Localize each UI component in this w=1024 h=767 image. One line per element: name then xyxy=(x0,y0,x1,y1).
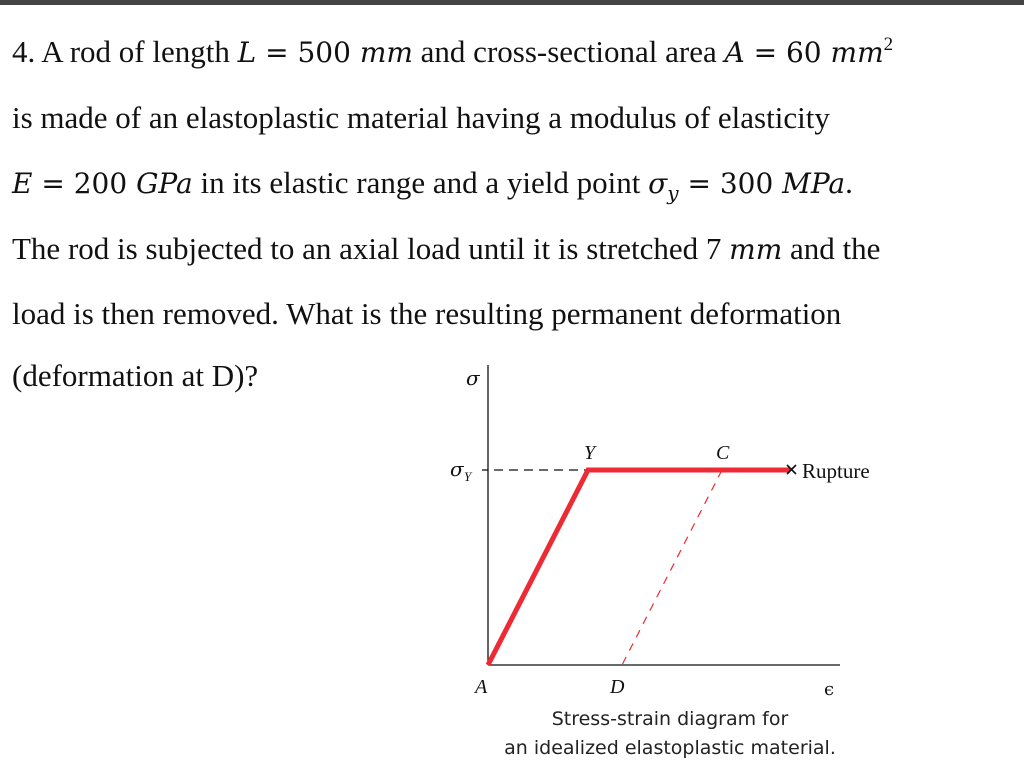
caption-line-1: Stress-strain diagram for xyxy=(551,708,789,730)
math-mm: mm xyxy=(359,36,413,69)
problem-line-4 xyxy=(12,229,880,270)
problem-line-5: load is then removed. What is the resulting permanent deformation xyxy=(12,296,842,331)
problem-line-6: (deformation at D)? xyxy=(12,358,259,393)
yield-stress-label-sub: Y xyxy=(464,469,472,484)
stress-strain-svg xyxy=(430,355,910,715)
problem-line-3 xyxy=(12,163,853,204)
math-A: A xyxy=(724,36,745,69)
unloading-line xyxy=(622,470,722,665)
math-GPa: GPa xyxy=(136,167,193,200)
top-border xyxy=(0,0,1024,5)
math-MPa: MPa xyxy=(782,167,846,200)
point-label-d: D xyxy=(610,676,625,698)
elastoplastic-curve xyxy=(488,470,790,665)
math-sigma: σ xyxy=(648,167,668,200)
text-segment: in its elastic range and a yield point xyxy=(192,165,649,200)
math-E: E xyxy=(12,167,33,200)
math-sigma-sub: y xyxy=(667,181,679,205)
text-segment: . xyxy=(845,165,853,200)
math-mm: mm xyxy=(729,233,783,266)
problem-line-2: is made of an elastoplastic material having a modulus of elasticity xyxy=(12,100,830,135)
math-equals-300: = 300 xyxy=(678,167,783,200)
math-equals-200: = 200 xyxy=(32,167,137,200)
math-L: L xyxy=(237,36,257,69)
math-equals-60: = 60 xyxy=(744,36,831,69)
point-label-y: Y xyxy=(584,442,596,464)
text-segment: and cross-sectional area xyxy=(412,34,725,69)
point-label-a: A xyxy=(475,676,488,698)
text-segment: The rod is subjected to an axial load until it is stretched 7 xyxy=(12,231,730,266)
text-segment: 4. A rod of length xyxy=(12,34,238,69)
math-mm2: mm xyxy=(830,36,884,69)
math-exponent: 2 xyxy=(883,34,894,55)
text-segment: and the xyxy=(782,231,881,266)
problem-line-1 xyxy=(12,32,893,73)
stress-strain-diagram xyxy=(430,355,910,767)
math-equals-500: = 500 xyxy=(256,36,360,69)
point-label-c: C xyxy=(716,442,730,464)
y-axis-label: σ xyxy=(466,366,480,390)
yield-stress-label: σ xyxy=(450,457,464,481)
caption-line-2: an idealized elastoplastic material. xyxy=(504,737,836,759)
x-axis-label: ϵ xyxy=(824,679,835,700)
rupture-label: Rupture xyxy=(802,459,870,483)
